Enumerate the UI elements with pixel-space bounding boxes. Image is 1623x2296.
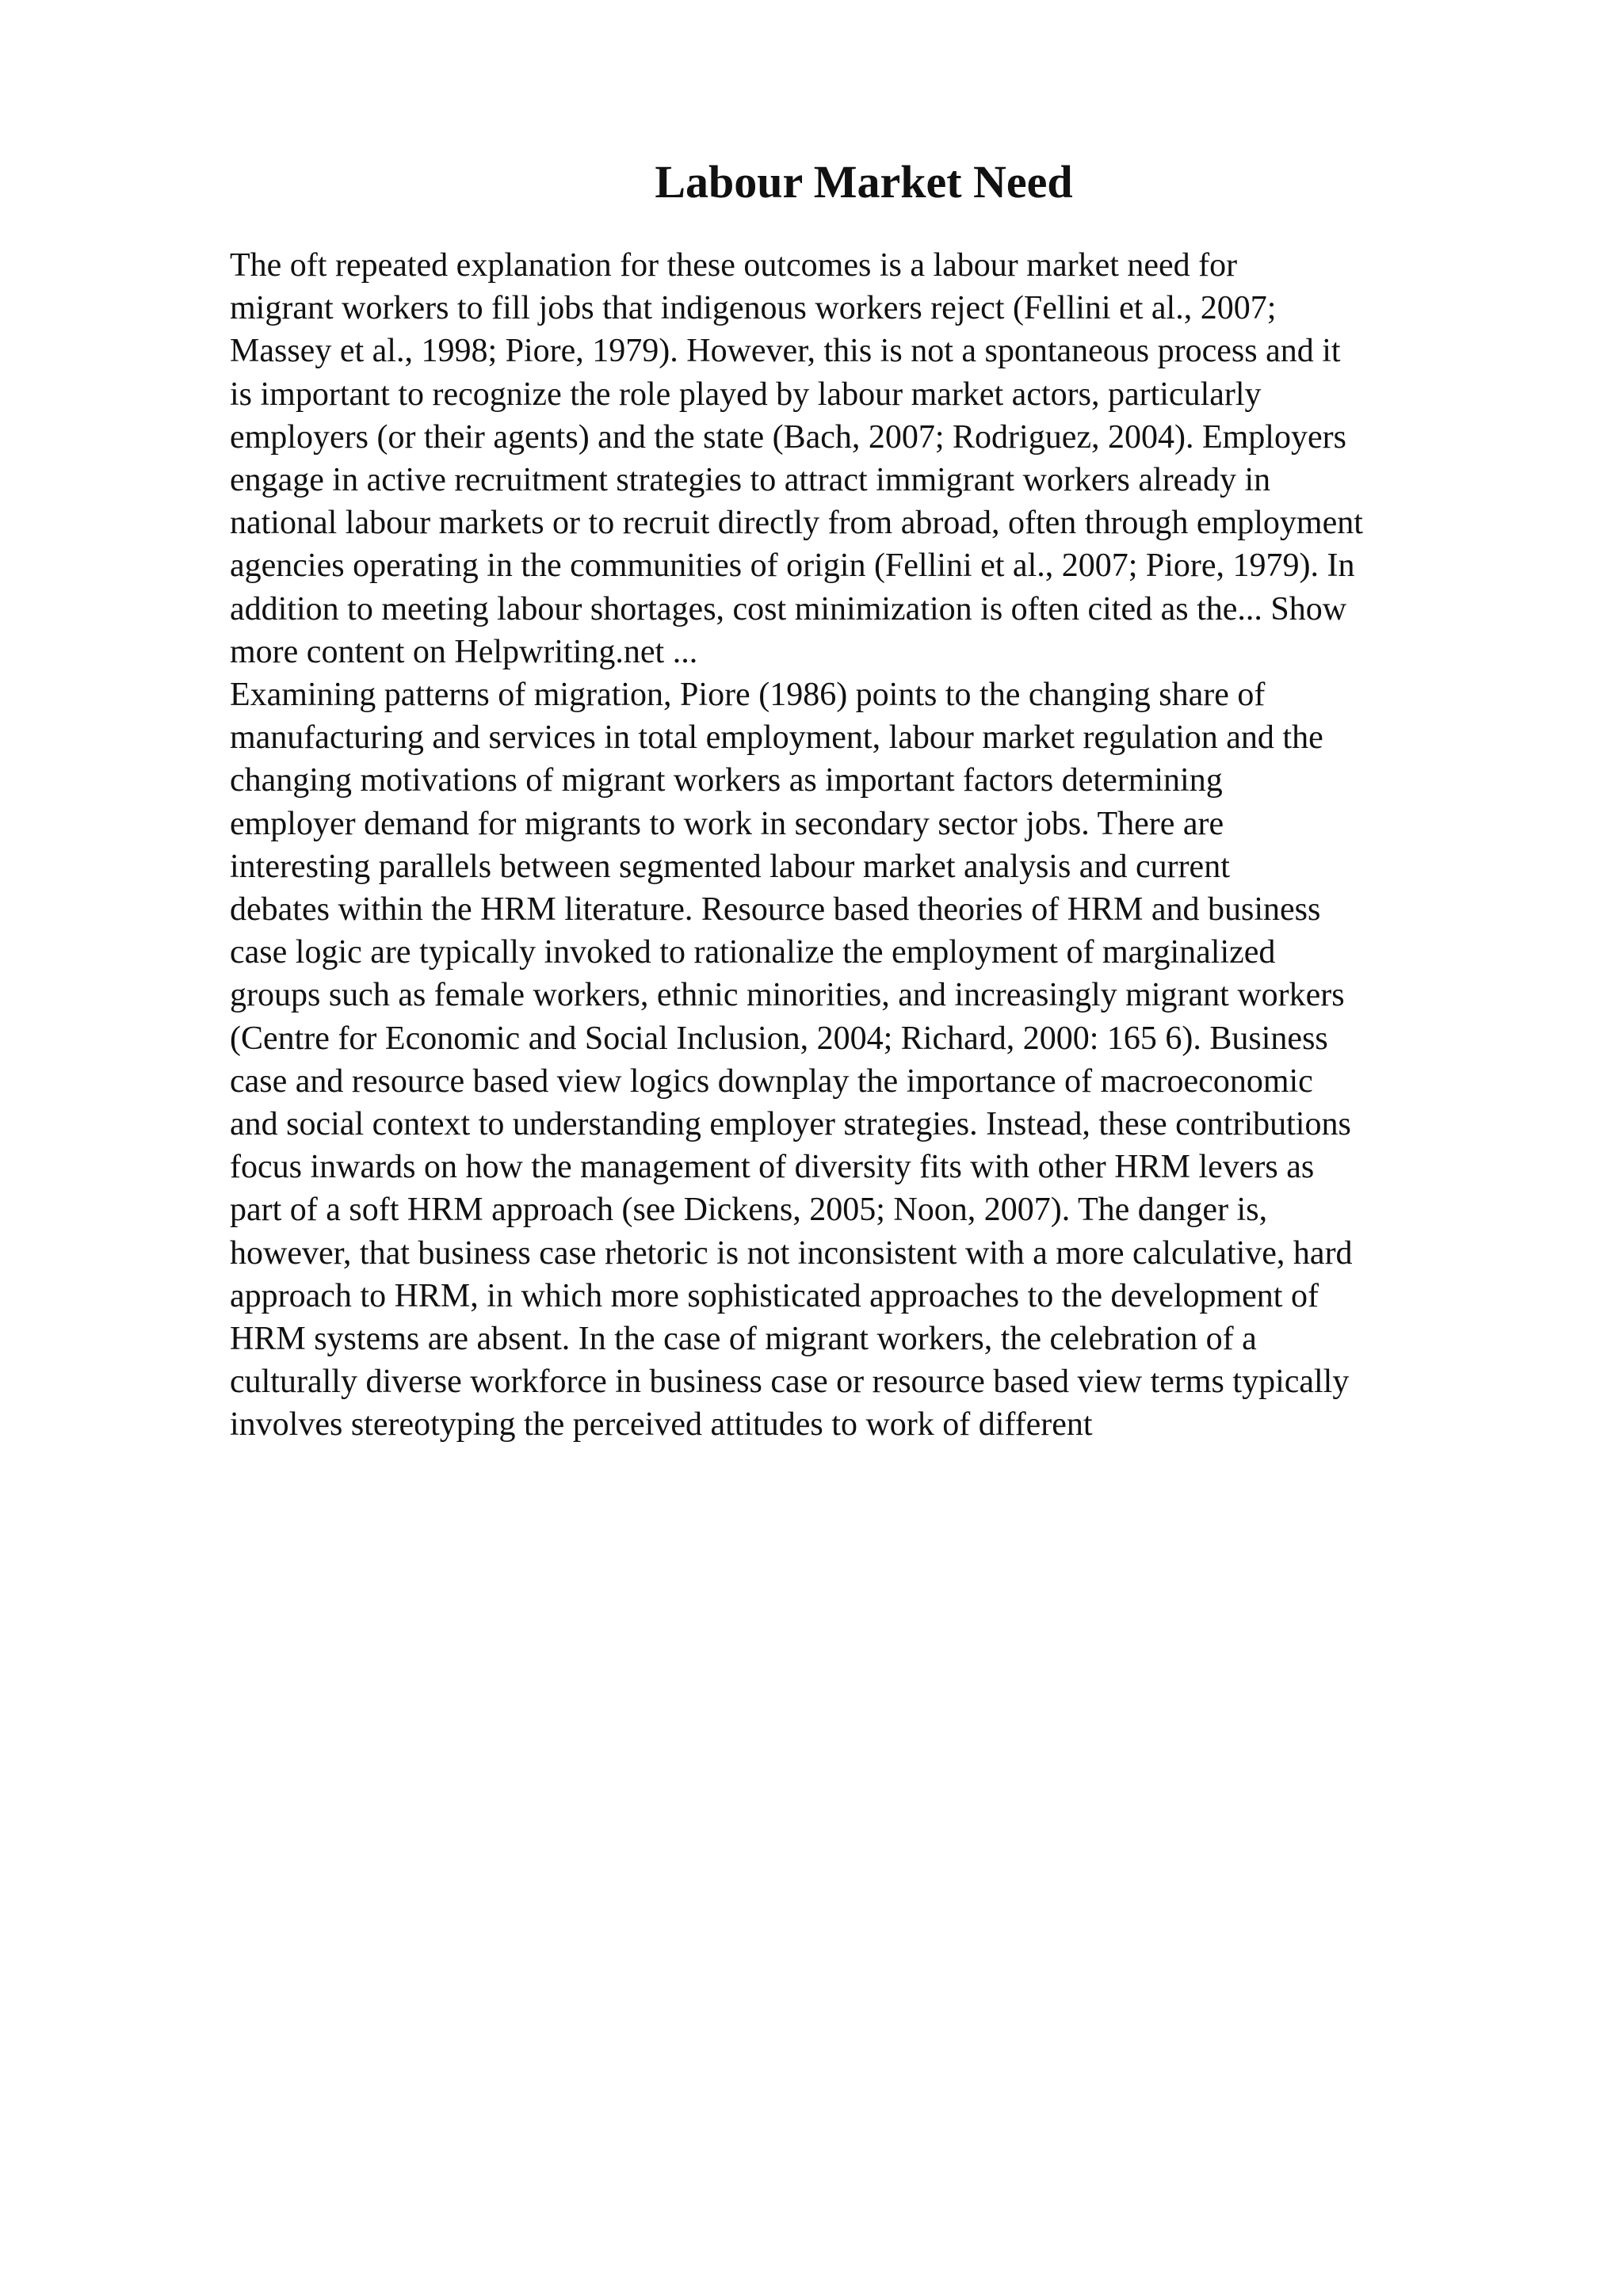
text-line: HRM systems are absent. In the case of migrant workers, the celebration of a (230, 1321, 1257, 1358)
text-line: part of a soft HRM approach (see Dickens, 2005; Noon, 2007). The danger is, (230, 1192, 1268, 1229)
document-body (230, 244, 1498, 1447)
text-line: groups such as female workers, ethnic minorities, and increasingly migrant workers (230, 977, 1345, 1014)
text-line: case logic are typically invoked to rationalize the employment of marginalized (230, 934, 1276, 971)
text-line: national labour markets or to recruit directly from abroad, often through employment (230, 505, 1363, 542)
text-line: employer demand for migrants to work in secondary sector jobs. There are (230, 805, 1224, 842)
paragraph-2 (230, 673, 1498, 1447)
text-line: addition to meeting labour shortages, cost minimization is often cited as the... Show (230, 590, 1347, 627)
text-line: involves stereotyping the perceived attitudes to work of different (230, 1406, 1093, 1444)
text-line: debates within the HRM literature. Resource based theories of HRM and business (230, 891, 1321, 929)
text-line: changing motivations of migrant workers as important factors determining (230, 762, 1223, 799)
document-title: Labour Market Need (655, 156, 1073, 208)
text-line: approach to HRM, in which more sophisticated approaches to the development of (230, 1277, 1319, 1314)
paragraph-1 (230, 244, 1498, 673)
text-line: focus inwards on how the management of diversity fits with other HRM levers as (230, 1149, 1315, 1186)
text-line: case and resource based view logics downplay the importance of macroeconomic (230, 1062, 1313, 1100)
text-line: migrant workers to fill jobs that indigenous workers reject (Fellini et al., 2007; (230, 290, 1277, 327)
text-line: Massey et al., 1998; Piore, 1979). However, this is not a spontaneous process and it (230, 333, 1341, 370)
text-line: employers (or their agents) and the state (Bach, 2007; Rodriguez, 2004). Employers (230, 418, 1346, 456)
text-line: Examining patterns of migration, Piore (1986) points to the changing share of (230, 677, 1266, 714)
text-line: agencies operating in the communities of origin (Fellini et al., 2007; Piore, 1979). In (230, 547, 1355, 585)
text-line: more content on Helpwriting.net ... (230, 633, 698, 670)
text-line: manufacturing and services in total employment, labour market regulation and the (230, 719, 1323, 757)
text-line: culturally diverse workforce in business case or resource based view terms typically (230, 1363, 1350, 1401)
text-line: and social context to understanding employer strategies. Instead, these contributions (230, 1106, 1351, 1143)
text-line: is important to recognize the role played by labour market actors, particularly (230, 376, 1262, 413)
text-line: engage in active recruitment strategies to attract immigrant workers already in (230, 462, 1271, 499)
text-line: interesting parallels between segmented labour market analysis and current (230, 848, 1230, 885)
text-line: (Centre for Economic and Social Inclusion, 2004; Richard, 2000: 165 6). Business (230, 1020, 1328, 1057)
text-line: however, that business case rhetoric is not inconsistent with a more calculative, hard (230, 1234, 1353, 1272)
text-line: The oft repeated explanation for these outcomes is a labour market need for (230, 247, 1238, 284)
